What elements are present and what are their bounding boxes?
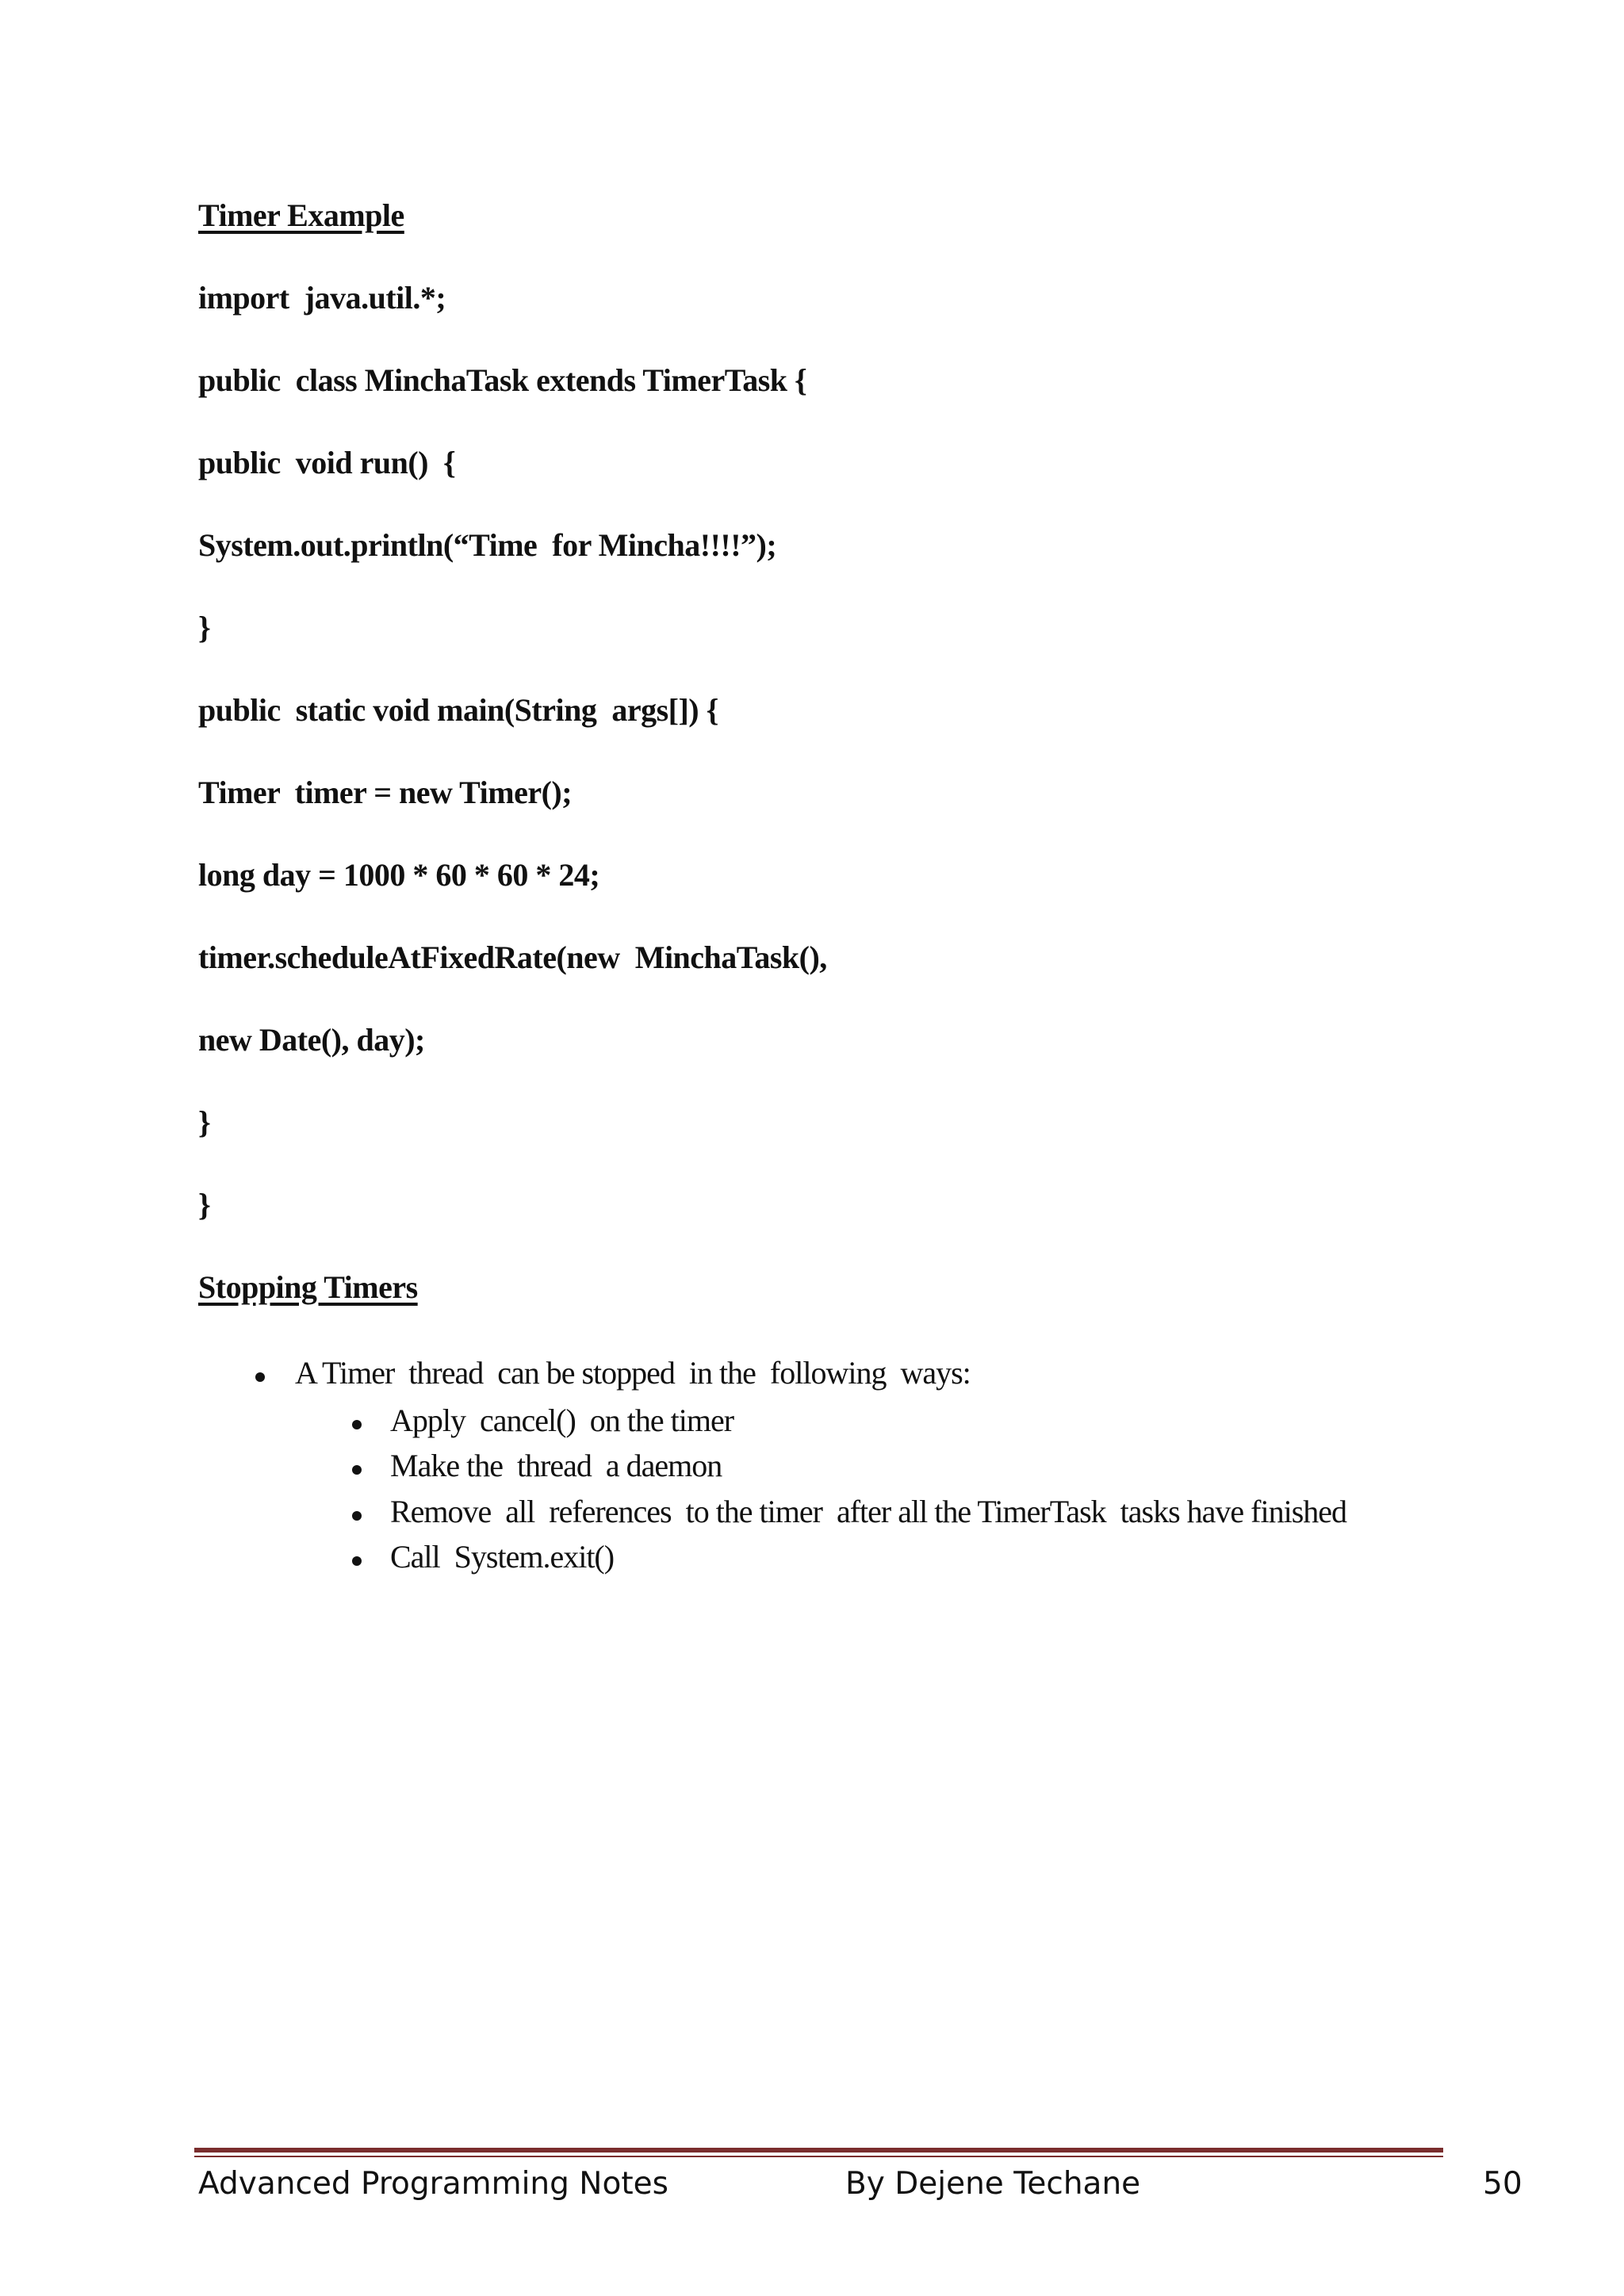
code-line: import java.util.*; [198, 280, 446, 316]
code-line: } [198, 1187, 211, 1223]
code-line: } [198, 610, 211, 645]
code-line: public void run() { [198, 445, 456, 480]
footer-rule-thick [194, 2148, 1443, 2152]
footer-title: Advanced Programming Notes [198, 2166, 668, 2202]
sub-bullet: Apply cancel() on the timer [390, 1402, 734, 1438]
code-line: public class MinchaTask extends TimerTask { [198, 362, 807, 398]
bullet-dot-icon [352, 1556, 362, 1566]
code-line: } [198, 1104, 211, 1140]
bullet-dot-icon [352, 1420, 362, 1429]
stopping-timers-heading: Stopping Timers [198, 1269, 418, 1305]
bullet-dot-icon [255, 1372, 265, 1382]
bullet-main: A Timer thread can be stopped in the following ways: [295, 1355, 971, 1391]
sub-bullet: Remove all references to the timer after all the TimerTask tasks have finished [390, 1494, 1347, 1529]
code-line: new Date(), day); [198, 1022, 425, 1058]
code-line: System.out.println(“Time for Mincha!!!!”); [198, 527, 777, 563]
footer-author: By Dejene Techane [845, 2166, 1141, 2202]
sub-bullet: Call System.exit() [390, 1539, 615, 1575]
bullet-dot-icon [352, 1465, 362, 1475]
code-line: Timer timer = new Timer(); [198, 775, 573, 810]
footer-rule-thin [194, 2156, 1443, 2157]
bullet-dot-icon [352, 1511, 362, 1521]
sub-bullet: Make the thread a daemon [390, 1448, 722, 1483]
code-line: long day = 1000 * 60 * 60 * 24; [198, 857, 600, 893]
timer-example-heading: Timer Example [198, 197, 404, 233]
page-number: 50 [1483, 2166, 1522, 2202]
code-line: timer.scheduleAtFixedRate(new MinchaTask(), [198, 939, 827, 975]
code-line: public static void main(String args[]) { [198, 692, 718, 728]
